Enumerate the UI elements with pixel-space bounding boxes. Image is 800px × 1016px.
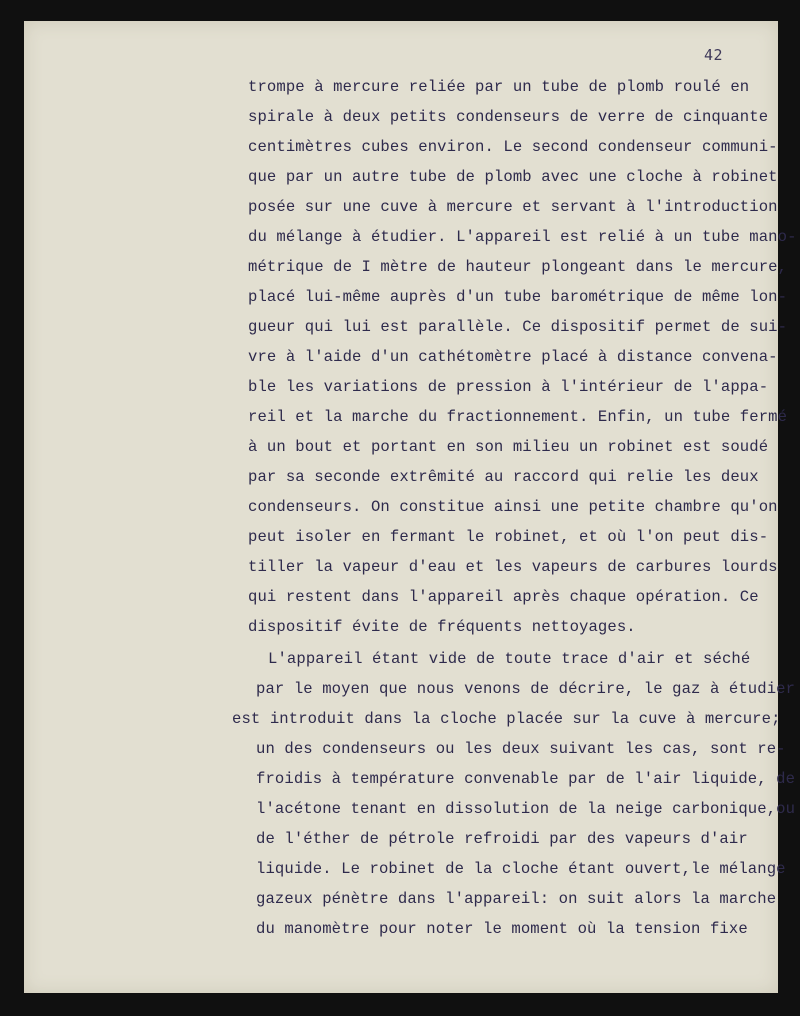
text-line: vre à l'aide d'un cathétomètre placé à distance convena- xyxy=(248,348,778,366)
text-line: qui restent dans l'appareil après chaque opération. Ce xyxy=(248,588,759,606)
text-line: spirale à deux petits condenseurs de verre de cinquante xyxy=(248,108,769,126)
text-line: un des condenseurs ou les deux suivant les cas, sont re- xyxy=(256,740,786,758)
text-line: de l'éther de pétrole refroidi par des vapeurs d'air xyxy=(256,830,748,848)
text-line: trompe à mercure reliée par un tube de plomb roulé en xyxy=(248,78,750,96)
text-line: placé lui-même auprès d'un tube barométrique de même lon- xyxy=(248,288,788,306)
text-line: reil et la marche du fractionnement. Enfin, un tube fermé xyxy=(248,408,788,426)
text-line: peut isoler en fermant le robinet, et où l'on peut dis- xyxy=(248,528,769,546)
text-line: posée sur une cuve à mercure et servant à l'introduction xyxy=(248,198,778,216)
text-line: par sa seconde extrêmité au raccord qui relie les deux xyxy=(248,468,759,486)
text-line: froidis à température convenable par de l'air liquide, de xyxy=(256,770,796,788)
text-line: que par un autre tube de plomb avec une cloche à robinet xyxy=(248,168,778,186)
page-number: 42 xyxy=(704,46,724,64)
text-line: est introduit dans la cloche placée sur la cuve à mercure; xyxy=(232,710,781,728)
text-line: gueur qui lui est parallèle. Ce dispositif permet de sui- xyxy=(248,318,788,336)
text-line: métrique de I mètre de hauteur plongeant dans le mercure, xyxy=(248,258,788,276)
text-line: par le moyen que nous venons de décrire, le gaz à étudier xyxy=(256,680,796,698)
text-line: liquide. Le robinet de la cloche étant ouvert,le mélange xyxy=(256,860,786,878)
text-line: l'acétone tenant en dissolution de la neige carbonique,ou xyxy=(256,800,796,818)
text-line: du mélange à étudier. L'appareil est relié à un tube mano- xyxy=(248,228,797,246)
text-line: dispositif évite de fréquents nettoyages. xyxy=(248,618,636,636)
text-line: gazeux pénètre dans l'appareil: on suit alors la marche xyxy=(256,890,777,908)
text-line: du manomètre pour noter le moment où la tension fixe xyxy=(256,920,748,938)
text-line: L'appareil étant vide de toute trace d'air et séché xyxy=(268,650,751,668)
text-line: à un bout et portant en son milieu un robinet est soudé xyxy=(248,438,769,456)
text-line: centimètres cubes environ. Le second condenseur communi- xyxy=(248,138,778,156)
text-line: ble les variations de pression à l'intérieur de l'appa- xyxy=(248,378,769,396)
text-line: condenseurs. On constitue ainsi une petite chambre qu'on xyxy=(248,498,778,516)
text-line: tiller la vapeur d'eau et les vapeurs de carbures lourds xyxy=(248,558,778,576)
